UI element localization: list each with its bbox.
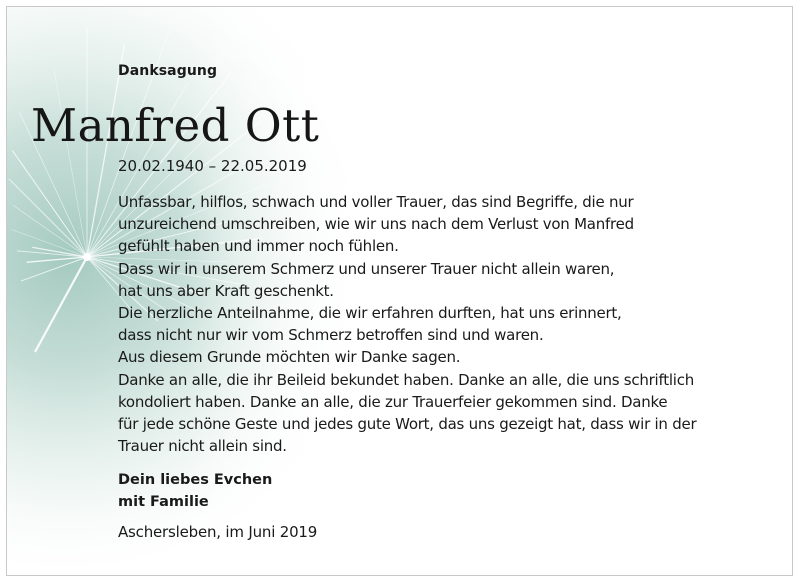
body-line: kondoliert haben. Danke an alle, die zur Trauerfeier gekommen sind. Danke [118,392,668,411]
signature-line: Dein liebes Evchen [118,472,273,488]
body-line: Unfassbar, hilflos, schwach und voller Trauer, das sind Begriffe, die nur [118,193,634,211]
body-line: dass nicht nur wir vom Schmerz betroffen sind und waren. [118,326,544,345]
body-line: Danke an alle, die ihr Beileid bekundet haben. Danke an alle, die uns schriftlich [118,370,694,389]
body-line: Dass wir in unserem Schmerz und unserer Trauer nicht allein waren, [118,259,615,278]
body-line: für jede schöne Geste und jedes gute Wort, das uns gezeigt hat, dass wir in der [118,415,697,434]
body-line: Trauer nicht allein sind. [118,437,287,456]
notice-body [118,191,790,457]
body-line: Die herzliche Anteilnahme, die wir erfahren durften, hat uns erinnert, [118,304,622,323]
body-line: Aus diesem Grunde möchten wir Danke sagen. [118,348,461,367]
signature [118,469,272,513]
body-line: unzureichend umschreiben, wie wir uns nach dem Verlust von Manfred [118,215,634,234]
body-line: gefühlt haben und immer noch fühlen. [118,237,399,256]
signature-line: mit Familie [118,494,209,510]
notice-label: Danksagung [118,63,218,79]
life-dates: 20.02.1940 – 22.05.2019 [118,157,307,175]
notice-frame [6,6,793,576]
deceased-name: Manfred Ott [31,99,320,152]
body-line: hat uns aber Kraft geschenkt. [118,281,334,300]
place-date: Aschersleben, im Juni 2019 [118,523,318,541]
